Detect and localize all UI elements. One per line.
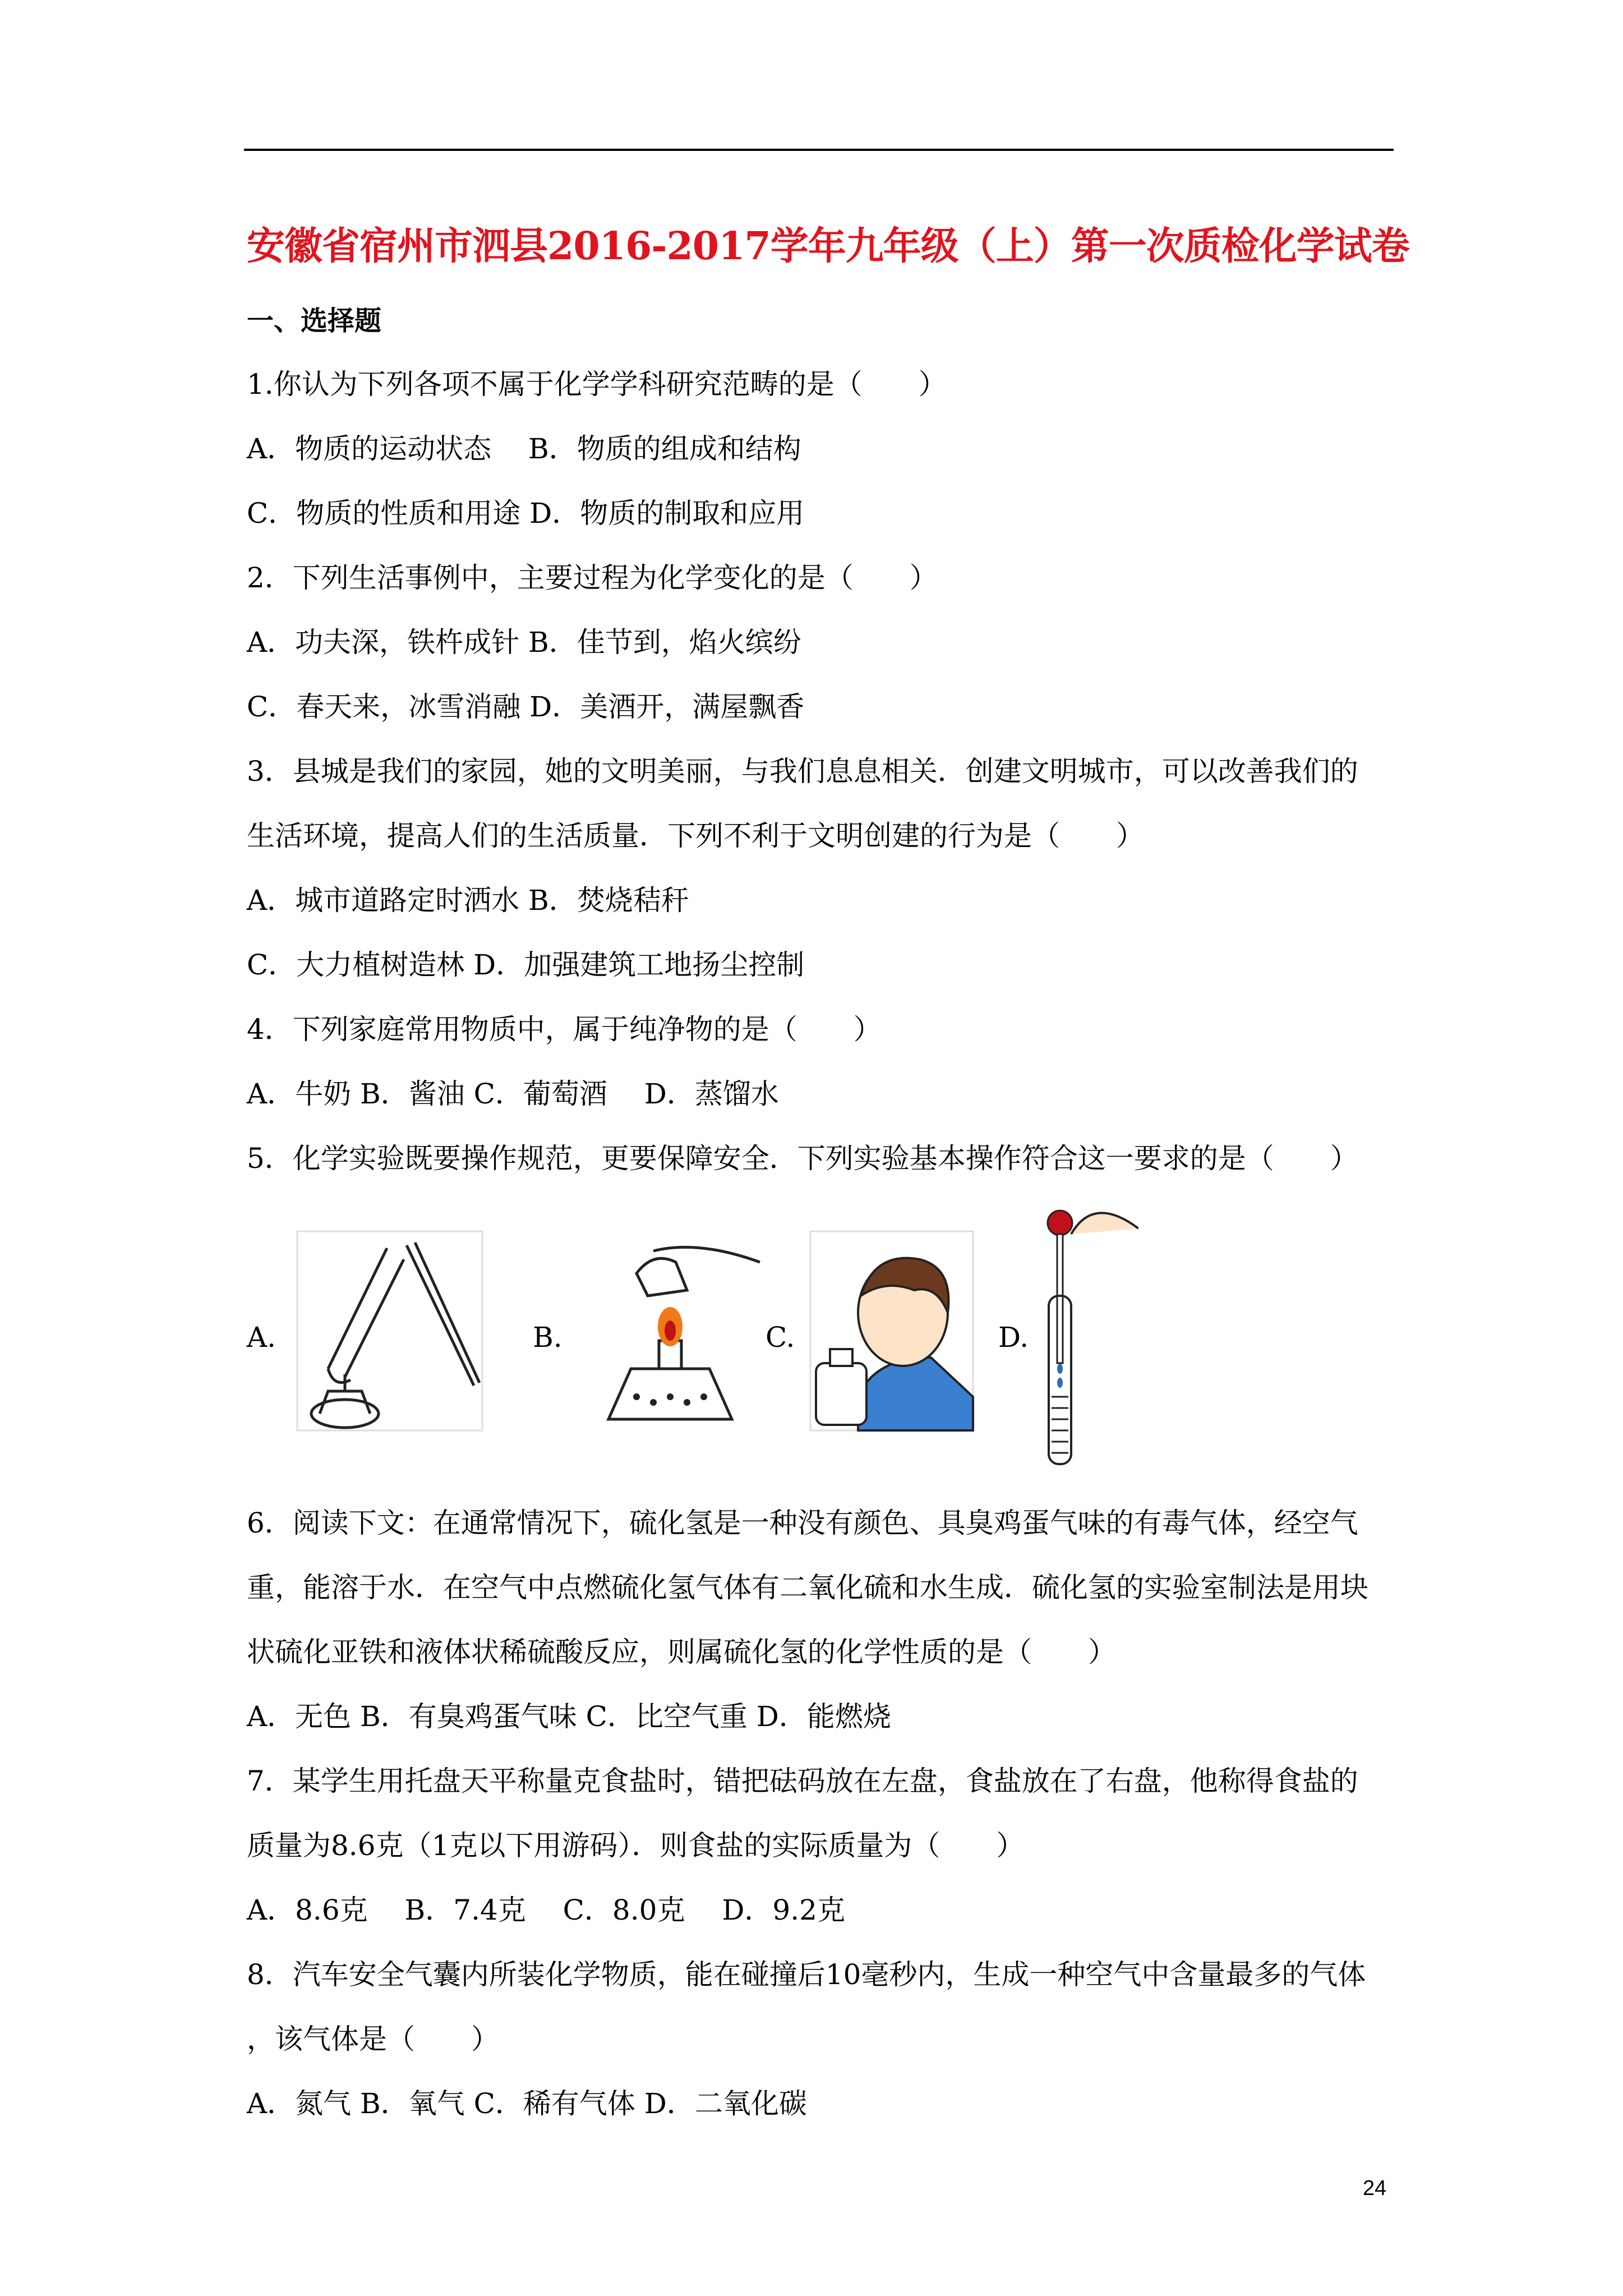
section-heading: 一、选择题 bbox=[247, 305, 382, 337]
alcohol-lamp-illustration bbox=[575, 1228, 766, 1436]
figure-label-a: A. bbox=[247, 1321, 276, 1354]
question-line: A．8.6克 B．7.4克 C．8.0克 D．9.2克 bbox=[247, 1894, 845, 1926]
test-tube-heating-illustration bbox=[294, 1228, 485, 1436]
header-rule bbox=[244, 149, 1394, 151]
question-line: 质量为8.6克（1克以下用游码）．则食盐的实际质量为（ ） bbox=[247, 1829, 1025, 1862]
figure-label-b: B. bbox=[533, 1321, 562, 1354]
question-line: C．大力植树造林 D．加强建筑工地扬尘控制 bbox=[247, 949, 805, 981]
smelling-gas-illustration bbox=[808, 1228, 976, 1436]
question-line: 3．县城是我们的家园，她的文明美丽，与我们息息相关．创建文明城市，可以改善我们的 bbox=[247, 755, 1358, 788]
question-line: ，该气体是（ ） bbox=[247, 2023, 499, 2055]
question-line: 2．下列生活事例中，主要过程为化学变化的是（ ） bbox=[247, 562, 938, 594]
question-line: C．物质的性质和用途 D．物质的制取和应用 bbox=[247, 497, 805, 530]
question-line: 生活环境，提高人们的生活质量．下列不利于文明创建的行为是（ ） bbox=[247, 820, 1144, 852]
dropper-test-tube-illustration bbox=[1026, 1195, 1138, 1475]
question-line: 7．某学生用托盘天平称量克食盐时，错把砝码放在左盘，食盐放在了右盘，他称得食盐的 bbox=[247, 1765, 1358, 1797]
question-line: 5．化学实验既要操作规范，更要保障安全．下列实验基本操作符合这一要求的是（ ） bbox=[247, 1142, 1358, 1175]
question-line: 状硫化亚铁和液体状稀硫酸反应，则属硫化氢的化学性质的是（ ） bbox=[247, 1636, 1116, 1668]
question-line: A．物质的运动状态 B．物质的组成和结构 bbox=[247, 432, 801, 465]
page-number: 24 bbox=[1363, 2177, 1387, 2200]
question-line: A．氮气 B．氧气 C．稀有气体 D．二氧化碳 bbox=[247, 2087, 807, 2120]
question-line: A．功夫深，铁杵成针 B．佳节到，焰火缤纷 bbox=[247, 626, 801, 659]
question-line: 重，能溶于水．在空气中点燃硫化氢气体有二氧化硫和水生成．硫化氢的实验室制法是用块 bbox=[247, 1571, 1368, 1604]
question-line: 6．阅读下文：在通常情况下，硫化氢是一种没有颜色、具臭鸡蛋气味的有毒气体，经空气 bbox=[247, 1507, 1358, 1539]
question-line: 4．下列家庭常用物质中，属于纯净物的是（ ） bbox=[247, 1013, 882, 1046]
figure-label-d: D. bbox=[998, 1321, 1029, 1354]
question-line: 8．汽车安全气囊内所装化学物质，能在碰撞后10毫秒内，生成一种空气中含量最多的气体 bbox=[247, 1958, 1366, 1991]
question-line: C．春天来，冰雪消融 D．美酒开，满屋飘香 bbox=[247, 691, 805, 723]
figure-label-c: C. bbox=[766, 1321, 795, 1354]
question-line: 1.你认为下列各项不属于化学学科研究范畴的是（ ） bbox=[247, 368, 947, 401]
page-title: 安徽省宿州市泗县2016-2017学年九年级（上）第一次质检化学试卷 bbox=[247, 224, 1409, 269]
question-line: A．无色 B．有臭鸡蛋气味 C．比空气重 D．能燃烧 bbox=[247, 1700, 891, 1733]
question-line: A．牛奶 B．酱油 C．葡萄酒 D．蒸馏水 bbox=[247, 1078, 779, 1110]
question-line: A．城市道路定时洒水 B．焚烧秸秆 bbox=[247, 884, 689, 917]
